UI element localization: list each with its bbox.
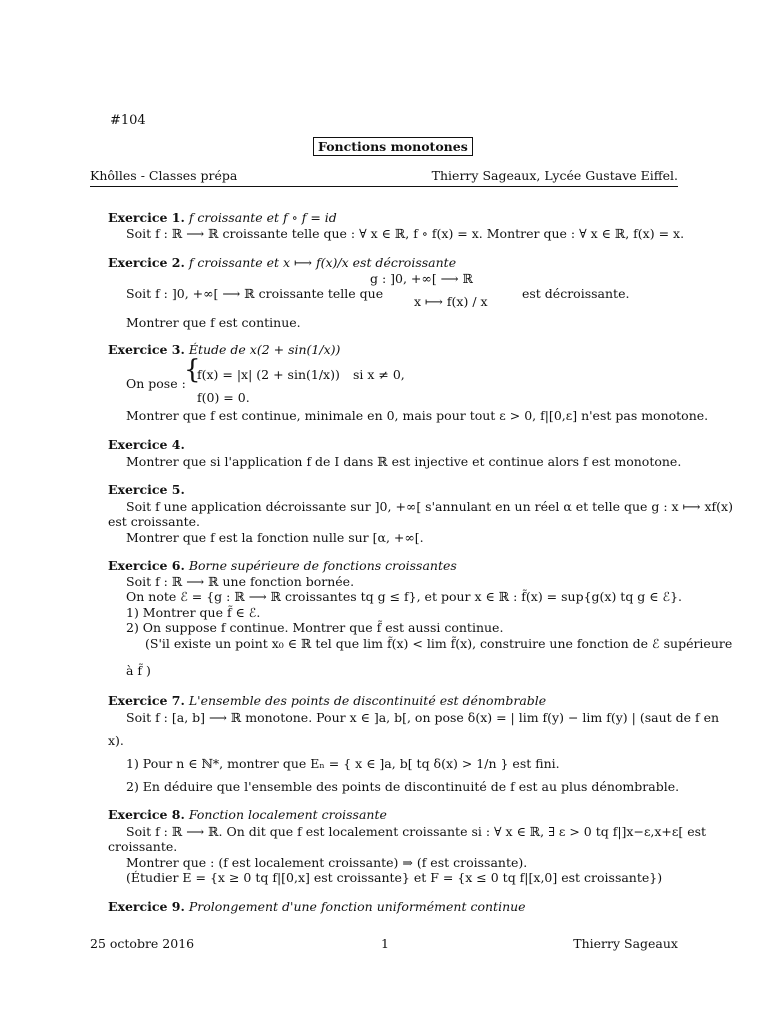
exercise-6-line-1: Soit f : ℝ ⟶ ℝ une fonction bornée. — [126, 574, 355, 589]
exercise-2-heading: Exercice 2. f croissante et x ⟼ f(x)/x est décroissante — [108, 255, 457, 270]
footer-page-number: 1 — [381, 936, 389, 951]
exercise-6-hint-end: à f̃ ) — [126, 663, 151, 678]
exercise-6-hint: (S'il existe un point x₀ ∈ ℝ tel que lim f̃(x) < lim f̃(x), construire une fonction de ℰ supérieure — [145, 636, 733, 651]
exercise-3-line-2: Montrer que f est continue, minimale en 0, mais pour tout ε > 0, f|[0,ε] n'est pas monotone. — [126, 408, 709, 423]
exercise-3-case-1: f(x) = |x| (2 + sin(1/x)) — [197, 367, 340, 382]
exercise-5-heading: Exercice 5. — [108, 482, 185, 497]
exercise-8-line-2: croissante. — [108, 839, 178, 854]
exercise-9-heading: Exercice 9. Prolongement d'une fonction uniformément continue — [108, 899, 526, 914]
exercise-3-case-2: f(0) = 0. — [197, 390, 250, 405]
exercise-6-question-2: 2) On suppose f continue. Montrer que f̃ est aussi continue. — [126, 620, 504, 635]
sheet-title: Fonctions monotones — [313, 137, 473, 156]
exercise-4-heading: Exercice 4. — [108, 437, 185, 452]
exercise-7-question-1: 1) Pour n ∈ ℕ*, montrer que Eₙ = { x ∈ ]a, b[ tq δ(x) > 1/n } est fini. — [126, 756, 560, 771]
exercise-8-line-1: Soit f : ℝ ⟶ ℝ. On dit que f est localement croissante si : ∀ x ∈ ℝ, ∃ ε > 0 tq f|]x−ε,x+ε[ est — [126, 824, 707, 839]
exercise-2-map-def: g : ]0, +∞[ ⟶ ℝ — [370, 271, 473, 286]
exercise-5-line-3: Montrer que f est la fonction nulle sur [α, +∞[. — [126, 530, 424, 545]
exercise-7-line-1: Soit f : [a, b] ⟶ ℝ monotone. Pour x ∈ ]a, b[, on pose δ(x) = | lim f(y) − lim f(y) | (saut de f en — [126, 710, 720, 725]
exercise-1-line-1: Soit f : ℝ ⟶ ℝ croissante telle que : ∀ x ∈ ℝ, f ∘ f(x) = x. Montrer que : ∀ x ∈ ℝ, f(x) = x. — [126, 226, 685, 241]
exercise-3-case-1-cond: si x ≠ 0, — [353, 367, 405, 382]
exercise-2-line-2: est décroissante. — [522, 286, 630, 301]
exercise-7-line-2: x). — [108, 733, 124, 748]
exercise-8-line-3: Montrer que : (f est localement croissante) ⇒ (f est croissante). — [126, 855, 528, 870]
exercise-3-on-pose: On pose : — [126, 376, 186, 391]
exercise-6-line-2: On note ℰ = {g : ℝ ⟶ ℝ croissantes tq g ≤ f}, et pour x ∈ ℝ : f̃(x) = sup{g(x) tq g ∈ ℰ}. — [126, 589, 683, 604]
exercise-5-line-1: Soit f une application décroissante sur ]0, +∞[ s'annulant en un réel α et telle que g : x ⟼ xf(x) — [126, 499, 733, 514]
exercise-8-heading: Exercice 8. Fonction localement croissante — [108, 807, 387, 822]
exercise-sheet-number: #104 — [110, 113, 146, 128]
exercise-6-question-1: 1) Montrer que f̃ ∈ ℰ. — [126, 605, 261, 620]
header-right: Thierry Sageaux, Lycée Gustave Eiffel. — [431, 168, 678, 183]
exercise-2-line-3: Montrer que f est continue. — [126, 315, 301, 330]
header-left: Khôlles - Classes prépa — [90, 168, 238, 183]
footer-date: 25 octobre 2016 — [90, 936, 195, 951]
header-rule — [90, 186, 678, 187]
exercise-3-heading: Exercice 3. Étude de x(2 + sin(1/x)) — [108, 342, 341, 357]
exercise-4-line-1: Montrer que si l'application f de I dans ℝ est injective et continue alors f est monotone. — [126, 454, 682, 469]
exercise-8-line-4: (Étudier E = {x ≥ 0 tq f|[0,x] est croissante} et F = {x ≤ 0 tq f|[x,0] est croissante}) — [126, 870, 663, 885]
exercise-3-left-brace: { — [184, 355, 201, 385]
exercise-5-line-2: est croissante. — [108, 514, 201, 529]
exercise-1-heading: Exercice 1. f croissante et f ∘ f = id — [108, 210, 337, 225]
exercise-2-line-1: Soit f : ]0, +∞[ ⟶ ℝ croissante telle que — [126, 286, 384, 301]
exercise-6-heading: Exercice 6. Borne supérieure de fonctions croissantes — [108, 558, 457, 573]
exercise-7-heading: Exercice 7. L'ensemble des points de discontinuité est dénombrable — [108, 693, 547, 708]
exercise-2-map-rule: x ⟼ f(x) / x — [414, 294, 488, 309]
exercise-7-question-2: 2) En déduire que l'ensemble des points de discontinuité de f est au plus dénombrable. — [126, 779, 680, 794]
footer-author: Thierry Sageaux — [573, 936, 678, 951]
